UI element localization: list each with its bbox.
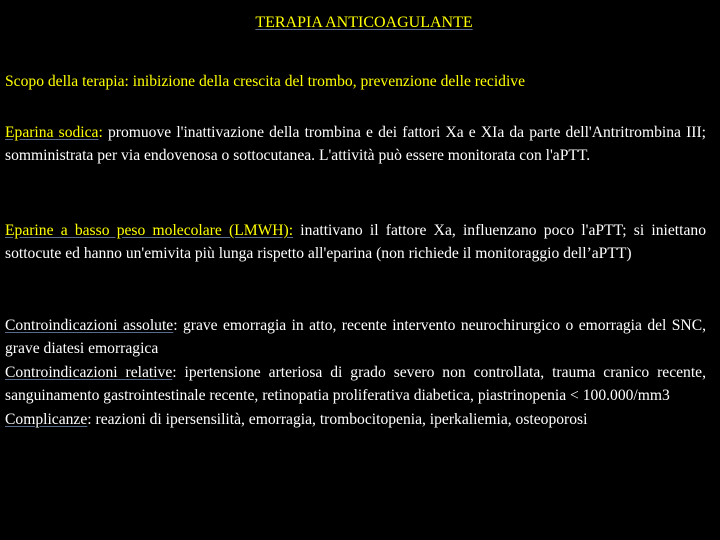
complications-label: Complicanze — [5, 410, 88, 428]
eparina-sodica-text: promuove l'inattivazione della trombina e dei fattori Xa e XIa da parte dell'Antritrombina III; somministrata per via endovenosa o sottocutanea. L'attività può essere monitorata con l'aPTT. — [5, 124, 706, 165]
contraindications-relative-text: ipertensione arteriosa di grado severo non controllata, trauma cranico recente, sanguinamento gastrointestinale recente, retinopatia proliferativa diabetica, piastrinopenia < 100.000/mm3 — [5, 363, 706, 405]
lmwh-text: inattivano il fattore Xa, influenzano poco l'aPTT; si iniettano sottocute ed hanno un'emivita più lunga rispetto all'eparina (non richiede il monitoraggio dell’aPTT) — [5, 222, 706, 263]
contraindications-absolute-text: grave emorragia in atto, recente intervento neurochirurgico o emorragia del SNC, grave diatesi emorragica — [5, 317, 706, 358]
eparina-sodica-paragraph — [5, 121, 706, 168]
contraindications-relative-label: Controindicazioni relative — [5, 363, 173, 381]
scope-text: Scopo della terapia: inibizione della crescita del trombo, prevenzione delle recidive — [5, 73, 526, 90]
therapy-scope — [5, 70, 706, 93]
lmwh-paragraph — [5, 219, 706, 266]
eparina-sodica-separator: : — [98, 124, 103, 141]
contraindications-absolute-label: Controindicazioni assolute — [5, 317, 174, 334]
contraindications-relative-separator: : — [172, 363, 177, 381]
slide-title: TERAPIA ANTICOAGULANTE — [255, 14, 473, 31]
complications-separator: : — [87, 410, 92, 428]
contraindications-paragraph — [5, 314, 706, 431]
complications-text: reazioni di ipersensilità, emorragia, trombocitopenia, iperkaliemia, osteoporosi — [91, 410, 588, 428]
eparina-sodica-label: Eparina sodica — [5, 124, 99, 141]
lmwh-label: Eparine a basso peso molecolare (LMWH): — [5, 222, 294, 239]
contraindications-absolute-separator: : — [173, 317, 178, 334]
